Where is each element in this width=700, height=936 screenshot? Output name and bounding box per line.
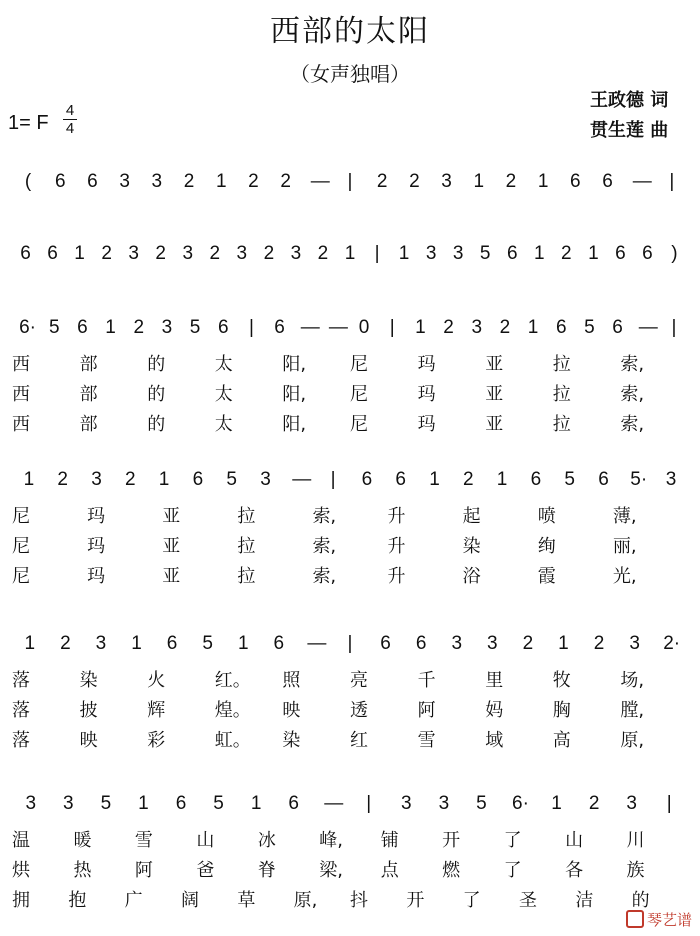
lyric-word: 拉 xyxy=(552,414,571,435)
lyric-word: 阔 xyxy=(181,890,199,911)
note: — xyxy=(300,317,320,338)
lyric-word: 煌。 xyxy=(214,700,251,721)
lyric-word: 的 xyxy=(631,890,650,911)
lyricist-credit: 王政德 词 xyxy=(590,90,669,111)
note: 6 xyxy=(530,469,542,490)
note: 2 xyxy=(125,469,136,490)
lyric-word: 红 xyxy=(350,730,368,751)
lyric-word: 亚 xyxy=(162,506,181,527)
lyric-word: 绚 xyxy=(537,536,556,557)
note: 3 xyxy=(665,469,677,490)
lyric-word: 脊 xyxy=(257,860,276,881)
time-signature-bottom: 4 xyxy=(65,120,75,137)
note: 5 xyxy=(564,469,575,490)
lyric-word: 玛 xyxy=(417,354,436,375)
note: 2 xyxy=(409,171,420,192)
lyric-word: 拉 xyxy=(552,384,571,405)
lyric-word: 照 xyxy=(282,670,301,691)
lyric-word: 落 xyxy=(12,730,30,751)
lyric-word: 梁, xyxy=(319,860,343,881)
lyric-word: 阳, xyxy=(282,354,307,375)
lyric-word: 索, xyxy=(312,536,337,557)
lyric-word: 亚 xyxy=(162,566,181,587)
note: — xyxy=(328,317,348,338)
lyric-word: 阳, xyxy=(282,414,307,435)
lyric-word: 膛, xyxy=(620,700,645,721)
note: 2 xyxy=(376,171,388,192)
barline: | xyxy=(366,793,372,814)
note: 2· xyxy=(663,633,681,654)
barline: | xyxy=(347,171,353,192)
key-signature: 1= F xyxy=(8,112,49,134)
lyric-word: 拉 xyxy=(237,566,256,587)
lyric-word: 部 xyxy=(79,414,98,435)
note: 2 xyxy=(101,243,112,264)
note: 1 xyxy=(496,469,508,490)
note: 1 xyxy=(74,243,85,264)
note: 6 xyxy=(288,793,299,814)
note: 1 xyxy=(23,469,35,490)
lyric-word: 草 xyxy=(237,890,256,911)
lyric-word: 亮 xyxy=(350,670,368,691)
note: 3 xyxy=(161,317,173,338)
note: 2 xyxy=(57,469,68,490)
lyric-word: 亚 xyxy=(485,414,504,435)
lyric-word: 原, xyxy=(620,730,645,751)
note: — xyxy=(310,171,330,192)
lyric-word: 铺 xyxy=(380,830,399,851)
lyric-word: 暖 xyxy=(73,830,92,851)
lyric-word: 尼 xyxy=(350,414,368,435)
barline: | xyxy=(666,793,672,814)
lyric-word: 阳, xyxy=(282,384,307,405)
note: 2 xyxy=(317,243,329,264)
lyric-word: 了 xyxy=(462,890,481,911)
note: 1 xyxy=(398,243,410,264)
note: 6 xyxy=(642,243,653,264)
lyric-word: 拉 xyxy=(237,536,256,557)
lyric-word: 温 xyxy=(12,830,30,851)
note: 6· xyxy=(512,793,529,814)
note: 5 xyxy=(202,633,213,654)
note: 1 xyxy=(551,793,562,814)
lyric-word: 彩 xyxy=(147,730,166,751)
note: 1 xyxy=(215,171,227,192)
lyric-word: 升 xyxy=(387,566,406,587)
lyric-word: 光, xyxy=(612,566,637,587)
lyric-word: 广 xyxy=(124,890,143,911)
note: 5· xyxy=(630,469,648,490)
lyric-word: 薄, xyxy=(612,506,637,527)
note: 6 xyxy=(47,243,58,264)
note: 2 xyxy=(209,243,221,264)
note: 6 xyxy=(175,793,187,814)
lyric-word: 西 xyxy=(12,354,30,375)
lyric-word: 高 xyxy=(552,730,571,751)
lyric-word: 拉 xyxy=(237,506,256,527)
note: — xyxy=(307,633,327,654)
note: — xyxy=(632,171,652,192)
note: 3 xyxy=(95,633,107,654)
song-title: 西部的太阳 xyxy=(270,14,430,49)
note: 6 xyxy=(615,243,626,264)
note: 6 xyxy=(192,469,204,490)
lyric-word: 升 xyxy=(387,536,406,557)
lyric-word: 抖 xyxy=(350,890,368,911)
lyric-word: 辉 xyxy=(147,700,166,721)
note: 5 xyxy=(100,793,112,814)
note: 1 xyxy=(105,317,116,338)
lyric-word: 热 xyxy=(73,860,92,881)
note: 3 xyxy=(151,171,163,192)
note: 3 xyxy=(438,793,450,814)
note: — xyxy=(638,317,658,338)
note: 2 xyxy=(155,243,166,264)
lyric-word: 妈 xyxy=(485,700,504,721)
barline: | xyxy=(330,469,336,490)
note: 6 xyxy=(20,243,31,264)
note: 6 xyxy=(77,317,88,338)
song-subtitle: （女声独唱） xyxy=(290,62,410,86)
lyric-word: 火 xyxy=(147,670,166,691)
lyric-word: 各 xyxy=(565,860,584,881)
note: 1 xyxy=(250,793,262,814)
note: 6 xyxy=(217,317,229,338)
barline: | xyxy=(248,317,254,338)
note: 5 xyxy=(476,793,487,814)
barline: | xyxy=(669,171,675,192)
lyric-word: 燃 xyxy=(442,860,461,881)
note: 1 xyxy=(344,243,356,264)
lyric-word: 洁 xyxy=(575,890,594,911)
note: 6 xyxy=(415,633,427,654)
note: — xyxy=(292,469,312,490)
lyric-word: 川 xyxy=(626,830,645,851)
lyric-word: 索, xyxy=(620,414,645,435)
note: 5 xyxy=(226,469,237,490)
note: 3 xyxy=(260,469,271,490)
note: 3 xyxy=(471,317,483,338)
logo-icon xyxy=(626,910,644,928)
time-signature xyxy=(62,102,78,137)
note: 2 xyxy=(280,171,291,192)
note: 1 xyxy=(158,469,170,490)
lyric-word: 域 xyxy=(485,730,504,751)
lyric-word: 浴 xyxy=(462,566,481,587)
note: 1 xyxy=(415,317,426,338)
note: 5 xyxy=(479,243,491,264)
note: 1 xyxy=(429,469,440,490)
lyric-word: 红。 xyxy=(214,670,251,691)
note: 2 xyxy=(588,793,600,814)
lyric-word: 落 xyxy=(12,700,30,721)
lyric-word: 落 xyxy=(12,670,30,691)
note: 3 xyxy=(25,793,37,814)
note: 6 xyxy=(54,171,66,192)
note: 1 xyxy=(131,633,142,654)
lyric-word: 索, xyxy=(312,506,337,527)
note: 2 xyxy=(499,317,511,338)
lyric-word: 霞 xyxy=(537,566,556,587)
note: 6 xyxy=(274,317,285,338)
lyric-word: 了 xyxy=(503,860,522,881)
note: 6 xyxy=(555,317,567,338)
lyric-word: 染 xyxy=(462,536,481,557)
lyric-word: 索, xyxy=(312,566,337,587)
note: 2 xyxy=(593,633,605,654)
lyric-word: 烘 xyxy=(12,860,30,881)
lyric-word: 拥 xyxy=(12,890,30,911)
lyric-word: 雪 xyxy=(134,830,153,851)
lyric-word: 亚 xyxy=(162,536,181,557)
lyric-word: 原, xyxy=(293,890,318,911)
note: 2 xyxy=(443,317,454,338)
note: 6 xyxy=(612,317,623,338)
note: ) xyxy=(671,243,678,264)
note: 3 xyxy=(128,243,139,264)
note: 3 xyxy=(91,469,102,490)
note: 2 xyxy=(183,171,195,192)
note: 6 xyxy=(87,171,98,192)
lyric-word: 索, xyxy=(620,354,645,375)
lyric-word: 虹。 xyxy=(214,730,251,751)
lyric-word: 尼 xyxy=(350,354,368,375)
note: 3 xyxy=(452,243,464,264)
lyric-word: 开 xyxy=(442,830,461,851)
lyric-word: 族 xyxy=(626,860,645,881)
note: 3 xyxy=(451,633,463,654)
note: 2 xyxy=(60,633,71,654)
lyric-word: 西 xyxy=(12,384,30,405)
lyric-word: 胸 xyxy=(552,700,571,721)
lyric-word: 抱 xyxy=(68,890,87,911)
note: 6 xyxy=(273,633,285,654)
lyric-word: 的 xyxy=(147,414,166,435)
lyric-word: 的 xyxy=(147,354,166,375)
lyric-word: 阿 xyxy=(417,700,436,721)
lyric-word: 玛 xyxy=(417,384,436,405)
lyric-word: 峰, xyxy=(319,830,343,851)
barline: | xyxy=(347,633,353,654)
note: 6 xyxy=(380,633,391,654)
lyric-word: 开 xyxy=(406,890,425,911)
lyric-word: 山 xyxy=(565,830,584,851)
lyric-word: 映 xyxy=(79,730,98,751)
lyric-word: 了 xyxy=(503,830,522,851)
note: 3 xyxy=(401,793,412,814)
lyric-word: 冰 xyxy=(257,830,276,851)
note: 6· xyxy=(19,317,36,338)
barline: | xyxy=(374,243,380,264)
note: 3 xyxy=(626,793,637,814)
note: 6 xyxy=(395,469,406,490)
note: ( xyxy=(24,171,32,192)
composer-credit: 贯生莲 曲 xyxy=(590,120,669,141)
note: 6 xyxy=(602,171,613,192)
lyric-word: 西 xyxy=(12,414,30,435)
lyric-word: 尼 xyxy=(12,506,30,527)
time-signature-top: 4 xyxy=(65,102,75,119)
lyric-word: 场, xyxy=(620,670,645,691)
note: 1 xyxy=(558,633,569,654)
note: 6 xyxy=(598,469,609,490)
lyric-word: 丽, xyxy=(612,536,637,557)
lyric-word: 升 xyxy=(387,506,406,527)
note: 3 xyxy=(487,633,498,654)
note: 2 xyxy=(463,469,474,490)
lyric-word: 点 xyxy=(380,860,399,881)
lyric-word: 尼 xyxy=(350,384,368,405)
note: 1 xyxy=(473,171,485,192)
lyric-word: 玛 xyxy=(417,414,436,435)
lyric-word: 的 xyxy=(147,384,166,405)
note: 5 xyxy=(213,793,224,814)
lyric-word: 索, xyxy=(620,384,645,405)
note: 3 xyxy=(182,243,194,264)
lyric-word: 千 xyxy=(417,670,436,691)
note: 1 xyxy=(237,633,249,654)
note: 3 xyxy=(290,243,302,264)
note: 2 xyxy=(561,243,572,264)
note: 1 xyxy=(527,317,539,338)
lyric-word: 太 xyxy=(214,414,233,435)
note: 1 xyxy=(537,171,549,192)
lyric-word: 起 xyxy=(462,506,481,527)
note: 2 xyxy=(133,317,145,338)
lyric-word: 透 xyxy=(350,700,368,721)
note: 1 xyxy=(24,633,36,654)
note: 1 xyxy=(533,243,545,264)
note: 2 xyxy=(263,243,275,264)
note: 3 xyxy=(63,793,74,814)
barline: | xyxy=(389,317,395,338)
note: 3 xyxy=(119,171,130,192)
lyric-word: 亚 xyxy=(485,354,504,375)
lyric-word: 亚 xyxy=(485,384,504,405)
lyric-word: 太 xyxy=(214,384,233,405)
lyric-word: 玛 xyxy=(87,566,106,587)
barline: | xyxy=(671,317,677,338)
note: — xyxy=(324,793,344,814)
note: 2 xyxy=(505,171,517,192)
lyric-word: 拉 xyxy=(552,354,571,375)
note: 2 xyxy=(522,633,534,654)
note: 6 xyxy=(166,633,178,654)
watermark-text: 琴艺谱 xyxy=(646,911,692,929)
note: 3 xyxy=(629,633,640,654)
note: 2 xyxy=(248,171,259,192)
lyric-word: 部 xyxy=(79,384,98,405)
note: 6 xyxy=(506,243,518,264)
lyric-word: 尼 xyxy=(12,566,30,587)
note: 5 xyxy=(48,317,60,338)
lyric-word: 山 xyxy=(196,830,215,851)
note: 5 xyxy=(189,317,201,338)
lyric-word: 爸 xyxy=(196,860,215,881)
lyric-word: 雪 xyxy=(417,730,436,751)
lyric-word: 尼 xyxy=(12,536,30,557)
note: 6 xyxy=(570,171,581,192)
note: 6 xyxy=(361,469,373,490)
lyric-word: 太 xyxy=(214,354,233,375)
note: 1 xyxy=(588,243,599,264)
note: 0 xyxy=(358,317,370,338)
note: 1 xyxy=(138,793,149,814)
note: 3 xyxy=(236,243,248,264)
watermark-logo xyxy=(626,909,692,930)
lyric-word: 玛 xyxy=(87,536,106,557)
lyric-word: 映 xyxy=(282,700,301,721)
lyric-word: 披 xyxy=(79,700,98,721)
lyric-word: 染 xyxy=(79,670,98,691)
lyric-word: 部 xyxy=(79,354,98,375)
note: 5 xyxy=(584,317,595,338)
note: 3 xyxy=(425,243,437,264)
lyric-word: 玛 xyxy=(87,506,106,527)
lyric-word: 阿 xyxy=(134,860,153,881)
lyric-word: 里 xyxy=(485,670,504,691)
lyric-word: 圣 xyxy=(519,890,537,911)
lyric-word: 喷 xyxy=(537,506,556,527)
lyric-word: 染 xyxy=(282,730,301,751)
lyric-word: 牧 xyxy=(552,670,571,691)
note: 3 xyxy=(441,171,452,192)
